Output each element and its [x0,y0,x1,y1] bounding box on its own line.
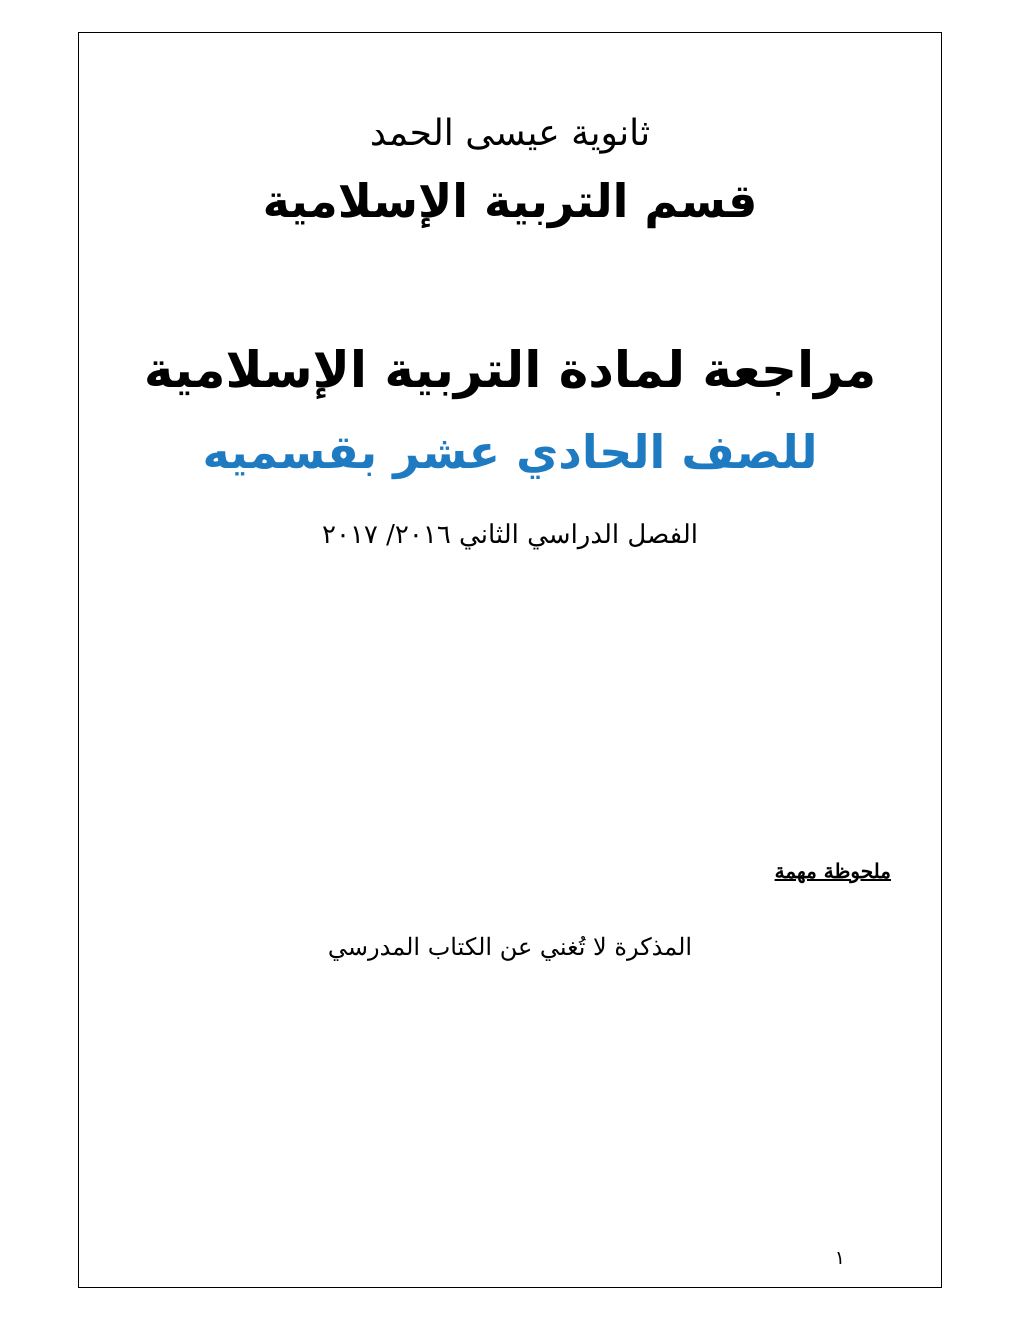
important-note-heading: ملحوظة مهمة [774,859,891,883]
important-note-text: المذكرة لا تُغني عن الكتاب المدرسي [327,933,693,961]
document-page [78,32,942,1288]
document-title-line-1: مراجعة لمادة التربية الإسلامية [143,341,877,399]
page-number: ١ [834,1247,845,1269]
page-content [79,33,941,1287]
school-name: ثانوية عيسى الحمد [369,113,651,154]
department-name: قسم التربية الإسلامية [262,174,758,228]
document-title-line-2: للصف الحادي عشر بقسميه [202,425,818,479]
academic-term: الفصل الدراسي الثاني ٢٠١٦/ ٢٠١٧ [322,520,698,550]
